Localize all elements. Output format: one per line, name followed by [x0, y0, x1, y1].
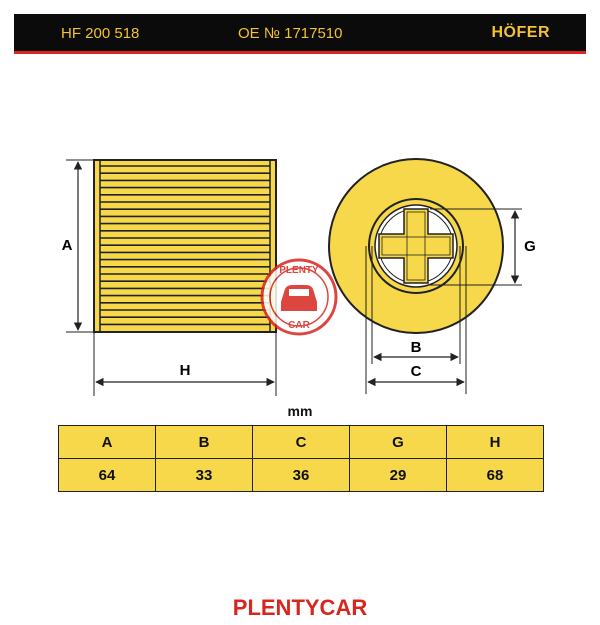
dimension-a [62, 160, 94, 332]
filter-top-view [329, 159, 503, 333]
table-value-row [59, 459, 544, 492]
oe-number: OE № 1717510 [238, 25, 343, 42]
header-cell-g: G [350, 426, 447, 459]
dimension-h [94, 332, 276, 396]
watermark-logo [262, 260, 336, 334]
unit-label: mm [287, 403, 313, 419]
part-code: HF 200 518 [61, 25, 140, 42]
label-a: A [61, 237, 73, 254]
watermark-bottom-text: CAR [288, 320, 310, 331]
value-cell-h: 68 [447, 459, 544, 492]
header-cell-h: H [447, 426, 544, 459]
dimensions-table [58, 425, 544, 492]
label-b: B [410, 339, 422, 356]
label-h: H [179, 362, 191, 379]
header-cell-b: B [156, 426, 253, 459]
value-cell-c: 36 [253, 459, 350, 492]
value-cell-g: 29 [350, 459, 447, 492]
value-cell-a: 64 [59, 459, 156, 492]
car-icon [281, 285, 317, 311]
header-cell-c: C [253, 426, 350, 459]
brand-logo: HÖFER [491, 24, 550, 41]
label-c: C [410, 363, 422, 380]
header-cell-a: A [59, 426, 156, 459]
filter-side-view [94, 160, 276, 332]
table-header-row [59, 426, 544, 459]
label-g: G [524, 238, 536, 255]
footer-brand: PLENTYCAR [232, 595, 368, 620]
watermark-top-text: PLENTY [279, 265, 319, 276]
value-cell-b: 33 [156, 459, 253, 492]
